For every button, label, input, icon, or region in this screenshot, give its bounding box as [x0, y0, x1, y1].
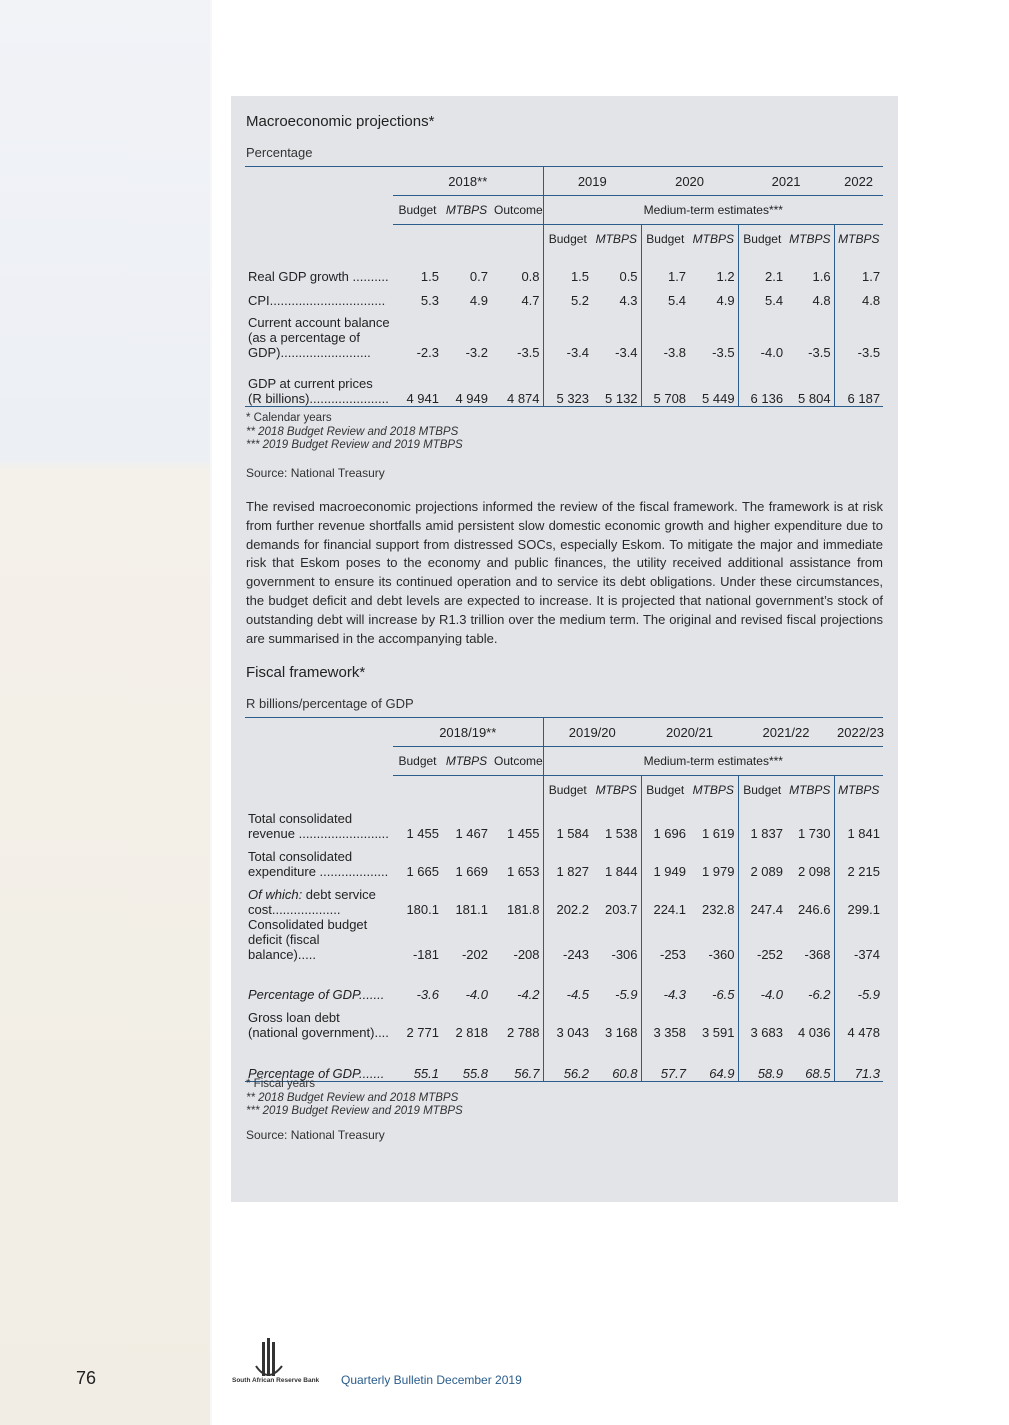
table-cell: -5.9: [834, 962, 883, 1002]
macro-source: Source: National Treasury: [246, 466, 385, 480]
table-cell: 202.2: [543, 879, 592, 917]
table-cell: 1 949: [641, 841, 689, 879]
bank-name: South African Reserve Bank: [232, 1377, 320, 1384]
table-row: [245, 805, 883, 841]
row-label-text: CPI................................: [248, 292, 386, 308]
row-label-italic: Of which:: [248, 886, 303, 902]
table-cell: -374: [834, 917, 883, 962]
table-cell: -3.2: [465, 344, 488, 360]
table-cell: -3.5: [712, 344, 735, 360]
table-cell: 181.1: [455, 901, 488, 917]
table-cell: -208: [513, 946, 540, 962]
macro-notes: [246, 412, 463, 453]
table-cell: 5 449: [689, 360, 738, 407]
table-cell: -3.5: [834, 308, 883, 360]
table-cell: 203.7: [604, 901, 638, 917]
table-cell: -5.9: [615, 986, 638, 1002]
subheader-mtbps: MTBPS: [786, 225, 834, 254]
row-label: [245, 284, 393, 308]
table-row: [245, 841, 883, 879]
table-cell: 64.9: [689, 1040, 738, 1082]
table-cell: -243: [543, 917, 592, 962]
table-row: [245, 1002, 883, 1040]
table-cell: 3 168: [604, 1024, 638, 1040]
table-cell: 180.1: [406, 901, 439, 917]
table-cell: 56.2: [543, 1040, 592, 1082]
subheader-mtbps: MTBPS: [689, 225, 738, 254]
fiscal-table-subtitle: R billions/percentage of GDP: [246, 696, 414, 711]
row-label: [245, 254, 393, 284]
subheader-mtbps: MTBPS: [592, 225, 641, 254]
row-label-text: Percentage of GDP.......: [248, 986, 385, 1002]
row-label-text: Percentage of GDP.......: [248, 1066, 385, 1081]
table-cell: 1.6: [812, 268, 831, 284]
table-cell: 4.7: [521, 292, 540, 308]
subheader-mtbps: MTBPS: [786, 776, 834, 805]
table-row: [245, 254, 883, 284]
subheader-outcome: Outcome: [491, 196, 543, 225]
table-cell: 1 467: [455, 825, 488, 841]
table-cell: 3 683: [738, 1002, 786, 1040]
row-label: [245, 879, 393, 917]
note: * Calendar years: [246, 412, 332, 424]
fiscal-table-title: Fiscal framework*: [246, 664, 366, 681]
table-cell: 4 941: [393, 360, 442, 407]
table-cell: 4.3: [619, 292, 638, 308]
row-label: [245, 360, 393, 407]
row-label-text: Total consolidated revenue .........................: [248, 810, 389, 841]
table-cell: 71.3: [834, 1040, 883, 1082]
table-cell: 5.4: [641, 284, 689, 308]
table-cell: 5 804: [786, 360, 834, 407]
table-cell: 1 730: [797, 825, 831, 841]
table-cell: 6 187: [834, 360, 883, 407]
table-cell: -3.8: [641, 308, 689, 360]
fiscal-source: Source: National Treasury: [246, 1128, 385, 1142]
row-label: [245, 1040, 393, 1082]
row-label: [245, 841, 393, 879]
table-cell: 2 771: [406, 1024, 439, 1040]
table-cell: -181: [412, 946, 439, 962]
page-number: 76: [76, 1368, 97, 1388]
table-cell: 1 455: [406, 825, 439, 841]
table-cell: 1.7: [834, 254, 883, 284]
row-label: [245, 962, 393, 1002]
table-cell: 2 098: [797, 863, 831, 879]
row-label-text: GDP at current prices (R billions)......................: [248, 376, 389, 406]
fiscal-notes: [246, 1078, 463, 1119]
subheader-budget: Budget: [738, 225, 786, 254]
row-label-text: Gross loan debt (national government)....: [248, 1009, 389, 1040]
table-cell: 56.7: [491, 1040, 543, 1082]
subheader-budget: Budget: [543, 225, 592, 254]
year-header: 2020: [641, 167, 738, 196]
year-header: 2019: [543, 167, 641, 196]
table-cell: -306: [611, 946, 638, 962]
table-cell: 4 478: [834, 1002, 883, 1040]
table-cell: 1.5: [543, 254, 592, 284]
note: * Fiscal years: [246, 1078, 316, 1090]
subheader-mtbps: MTBPS: [834, 776, 883, 805]
table-cell: -6.5: [712, 986, 735, 1002]
subheader-mtbps: MTBPS: [442, 747, 491, 776]
table-cell: 4 874: [491, 360, 543, 407]
row-label-text: Real GDP growth ..........: [248, 268, 389, 284]
table-cell: -3.4: [615, 344, 638, 360]
table-cell: 57.7: [641, 1040, 689, 1082]
note: ** 2018 Budget Review and 2018 MTBPS: [246, 1091, 459, 1104]
table-cell: 5.4: [738, 284, 786, 308]
medium-term-header: Medium-term estimates***: [543, 747, 883, 776]
row-label-text: Consolidated budget deficit (fiscal balance).....: [248, 916, 368, 962]
table-cell: 6 136: [738, 360, 786, 407]
table-cell: 4 949: [442, 360, 491, 407]
table-cell: 224.1: [641, 879, 689, 917]
table-cell: 1 584: [543, 805, 592, 841]
table-cell: 58.9: [738, 1040, 786, 1082]
year-header: 2021/22: [738, 718, 834, 747]
row-label-text: Current account balance (as a percentage of GDP).........................: [248, 314, 390, 360]
row-label: [245, 917, 393, 962]
row-label-text: Total consolidated expenditure ...................: [248, 848, 389, 879]
publication-title: Quarterly Bulletin December 2019: [341, 1373, 522, 1387]
table-cell: 1 844: [604, 863, 638, 879]
table-cell: 55.1: [393, 1040, 442, 1082]
table-cell: 2 818: [455, 1024, 488, 1040]
table-cell: 181.8: [506, 901, 540, 917]
year-header: 2022/23: [834, 718, 883, 747]
table-cell: -252: [738, 917, 786, 962]
subheader-budget: Budget: [641, 225, 689, 254]
table-row: [245, 962, 883, 1002]
table-cell: 5 708: [641, 360, 689, 407]
year-header: 2019/20: [543, 718, 641, 747]
year-header: 2020/21: [641, 718, 738, 747]
table-cell: 2 788: [506, 1024, 540, 1040]
table-cell: -3.5: [808, 344, 831, 360]
table-row: [245, 917, 883, 962]
header-blank: [245, 167, 393, 196]
table-cell: 1 455: [506, 825, 540, 841]
table-cell: 5.3: [420, 292, 439, 308]
subheader-budget: Budget: [393, 196, 442, 225]
table-cell: -4.3: [641, 962, 689, 1002]
year-header: 2021: [738, 167, 834, 196]
table-cell: -4.0: [465, 986, 488, 1002]
table-row: [245, 308, 883, 360]
macro-table-title: Macroeconomic projections*: [246, 113, 435, 130]
table-cell: 0.8: [521, 268, 540, 284]
subheader-budget: Budget: [738, 776, 786, 805]
body-paragraph: The revised macroeconomic projections informed the review of the fiscal framework. The framework is at risk from further revenue shortfalls amid persistent slow domestic economic growth and higher expenditure due to demands for financial support from distressed SOCs, especially Eskom. To mitigate the major and immediate risk that Eskom poses to the economy and public finances, the utility received additional assistance from government to ensure its continued operation and to service its debt obligations. Under these circumstances, the budget deficit and debt levels are expected to increase. It is projected that national government’s stock of outstanding debt will increase by R1.3 trillion over the medium term. The original and revised fiscal projections are summarised in the accompanying table.: [246, 499, 883, 646]
year-header: 2018/19**: [393, 718, 543, 747]
table-cell: -202: [461, 946, 488, 962]
table-cell: 1.2: [716, 268, 735, 284]
table-cell: 1 696: [641, 805, 689, 841]
subheader-mtbps: MTBPS: [689, 776, 738, 805]
table-cell: 3 591: [701, 1024, 735, 1040]
table-cell: 1 653: [506, 863, 540, 879]
subheader-outcome: Outcome: [491, 747, 543, 776]
subheader-budget: Budget: [543, 776, 592, 805]
subheader-mtbps: MTBPS: [592, 776, 641, 805]
macro-table-subtitle: Percentage: [246, 145, 313, 160]
table-cell: -253: [641, 917, 689, 962]
macro-table: [245, 166, 883, 407]
table-cell: 1 979: [701, 863, 735, 879]
row-label: [245, 1002, 393, 1040]
table-cell: 1 841: [834, 805, 883, 841]
row-label: [245, 308, 393, 360]
row-label: [245, 805, 393, 841]
table-cell: 5 132: [592, 360, 641, 407]
table-cell: 2 089: [738, 841, 786, 879]
table-cell: 232.8: [701, 901, 735, 917]
table-cell: 2 215: [834, 841, 883, 879]
table-cell: -368: [804, 946, 831, 962]
table-cell: 60.8: [592, 1040, 641, 1082]
table-cell: -3.6: [416, 986, 439, 1002]
table-cell: -4.0: [738, 308, 786, 360]
year-header: 2018**: [393, 167, 543, 196]
table-cell: -4.0: [738, 962, 786, 1002]
table-cell: 4.9: [716, 292, 735, 308]
table-cell: 4.9: [469, 292, 488, 308]
table-cell: -3.5: [517, 344, 540, 360]
medium-term-header: Medium-term estimates***: [543, 196, 883, 225]
table-cell: -2.3: [416, 344, 439, 360]
table-cell: -6.2: [808, 986, 831, 1002]
table-cell: 247.4: [738, 879, 786, 917]
table-row: [245, 879, 883, 917]
table-cell: 2.1: [738, 254, 786, 284]
fiscal-table: [245, 717, 883, 1082]
note: *** 2019 Budget Review and 2019 MTBPS: [246, 1105, 463, 1117]
table-cell: -3.4: [543, 308, 592, 360]
table-cell: 1 669: [455, 863, 488, 879]
table-cell: 68.5: [786, 1040, 834, 1082]
note: ** 2018 Budget Review and 2018 MTBPS: [246, 425, 459, 438]
table-row: [245, 360, 883, 407]
table-cell: 1 619: [701, 825, 735, 841]
table-cell: 1 837: [738, 805, 786, 841]
subheader-mtbps: MTBPS: [442, 196, 491, 225]
table-cell: 1 538: [604, 825, 638, 841]
table-cell: 4.8: [812, 292, 831, 308]
table-cell: 5 323: [543, 360, 592, 407]
table-cell: 55.8: [442, 1040, 491, 1082]
table-row: [245, 1040, 883, 1082]
subheader-budget: Budget: [641, 776, 689, 805]
table-cell: 1 827: [543, 841, 592, 879]
table-cell: 4 036: [797, 1024, 831, 1040]
table-cell: 4.8: [834, 284, 883, 308]
table-cell: 0.7: [469, 268, 488, 284]
table-row: [245, 284, 883, 308]
table-cell: 246.6: [797, 901, 831, 917]
decorative-side-strip: [0, 0, 212, 1425]
table-cell: 299.1: [834, 879, 883, 917]
table-cell: -360: [708, 946, 735, 962]
row-label-text: debt service cost...................: [248, 886, 376, 917]
year-header: 2022: [834, 167, 883, 196]
table-cell: 3 358: [641, 1002, 689, 1040]
table-cell: 5.2: [543, 284, 592, 308]
table-cell: -4.5: [543, 962, 592, 1002]
subheader-mtbps: MTBPS: [834, 225, 883, 254]
table-cell: 0.5: [619, 268, 638, 284]
table-cell: 1.5: [420, 268, 439, 284]
table-cell: 1 665: [406, 863, 439, 879]
table-cell: -4.2: [517, 986, 540, 1002]
note: *** 2019 Budget Review and 2019 MTBPS: [246, 439, 463, 451]
table-cell: 1.7: [641, 254, 689, 284]
table-cell: 3 043: [543, 1002, 592, 1040]
subheader-budget: Budget: [393, 747, 442, 776]
